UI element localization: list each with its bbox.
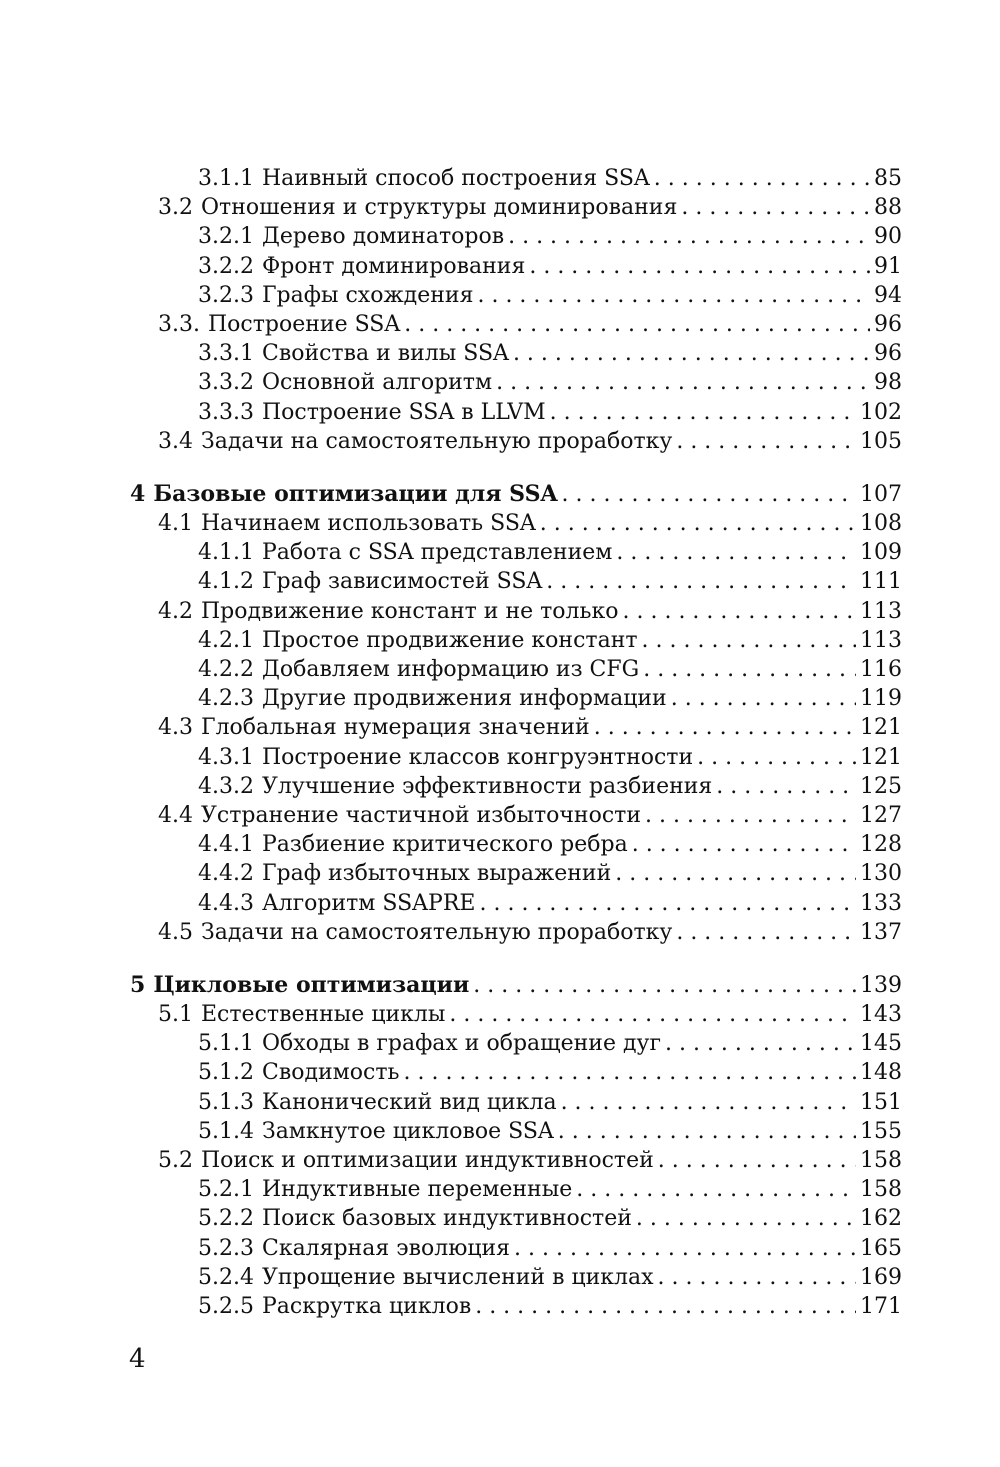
toc-entry-title xyxy=(198,1234,510,1263)
toc-leader-dots xyxy=(473,971,856,1000)
toc-entry-text: Индуктивные переменные xyxy=(261,1177,573,1203)
toc-entry-number: 4.5 xyxy=(158,919,193,945)
toc-entry-title xyxy=(158,427,672,456)
toc-entry-page: 116 xyxy=(860,657,902,682)
toc-entry-number: 3.2 xyxy=(158,195,193,221)
toc-entry-page: 108 xyxy=(860,511,902,537)
toc-entry-number: 3.1.1 xyxy=(198,166,254,191)
toc-entry-number: 3.4 xyxy=(158,428,193,454)
toc-entry-page: 143 xyxy=(860,1002,902,1028)
toc-entry-page: 148 xyxy=(860,1060,902,1086)
toc-leader-dots xyxy=(665,1029,856,1058)
toc-entry-title xyxy=(198,1029,661,1058)
toc-leader-dots xyxy=(562,480,856,509)
toc-subsection-entry xyxy=(0,655,902,684)
toc-entry-number: 4.1.1 xyxy=(198,540,254,566)
toc-leader-dots xyxy=(550,398,856,427)
toc-entry-number: 5.2.1 xyxy=(198,1177,254,1203)
toc-leader-dots xyxy=(558,1117,856,1146)
toc-leader-dots xyxy=(576,1175,856,1204)
toc-entry-title xyxy=(198,1088,557,1117)
toc-entry-number: 4.3.2 xyxy=(198,773,254,799)
toc-entry-number: 3.2.1 xyxy=(198,224,254,250)
toc-entry-title xyxy=(158,509,536,538)
toc-leader-dots xyxy=(561,1088,856,1117)
toc-section-entry xyxy=(0,193,902,222)
toc-entry-number: 5.1 xyxy=(158,1002,193,1028)
toc-leader-dots xyxy=(449,1000,856,1029)
toc-entry-text: Поиск и оптимизации индуктивностей xyxy=(201,1148,654,1173)
toc-entry-title xyxy=(158,310,400,339)
toc-entry-text: Наивный способ построения SSA xyxy=(261,166,650,191)
toc-subsection-entry xyxy=(0,567,902,596)
toc-entry-number: 4.2 xyxy=(158,598,193,624)
toc-entry-title xyxy=(198,772,712,801)
toc-entry-page: 151 xyxy=(860,1089,902,1115)
toc-entry-page: 96 xyxy=(874,311,902,337)
toc-subsection-entry xyxy=(0,1263,902,1292)
toc-subsection-entry xyxy=(0,538,902,567)
toc-entry-number: 4.4 xyxy=(158,802,193,828)
toc-entry-page: 107 xyxy=(860,481,902,507)
toc-entry-page: 137 xyxy=(860,919,902,945)
toc-entry-title xyxy=(198,567,542,596)
toc-entry-number: 3.2.2 xyxy=(198,253,254,279)
toc-entry-title xyxy=(130,480,558,509)
toc-leader-dots xyxy=(681,193,870,222)
toc-entry-text: Построение классов конгруэнтности xyxy=(261,744,694,770)
toc-entry-page: 145 xyxy=(860,1031,902,1057)
toc-entry-text: Цикловые оптимизации xyxy=(153,971,470,998)
toc-chapter-entry xyxy=(0,480,902,509)
toc-entry-text: Задачи на самостоятельную проработку xyxy=(201,919,673,945)
toc-entry-number: 3.3.3 xyxy=(198,399,254,425)
toc-entry-number: 4.1 xyxy=(158,511,193,537)
toc-entry-page: 128 xyxy=(860,832,902,858)
toc-entry-number: 5.1.1 xyxy=(198,1031,254,1057)
toc-entry-text: Дерево доминаторов xyxy=(261,224,505,250)
toc-entry-text: Естественные циклы xyxy=(201,1002,446,1028)
toc-entry-page: 171 xyxy=(860,1293,902,1319)
toc-leader-dots xyxy=(642,626,856,655)
toc-entry-number: 3.3.2 xyxy=(198,370,254,396)
toc-entry-title xyxy=(198,368,492,397)
toc-entry-text: Устранение частичной избыточности xyxy=(201,802,641,828)
toc-entry-title xyxy=(198,281,473,310)
toc-entry-title xyxy=(198,655,639,684)
toc-subsection-entry xyxy=(0,339,902,368)
toc-entry-text: Скалярная эволюция xyxy=(261,1235,511,1261)
toc-subsection-entry xyxy=(0,684,902,713)
toc-entry-title xyxy=(158,1146,654,1175)
toc-leader-dots xyxy=(404,310,870,339)
toc-entry-number: 4.3.1 xyxy=(198,744,254,770)
toc-entry-page: 111 xyxy=(860,569,902,595)
toc-entry-title xyxy=(198,889,476,918)
toc-entry-number: 4.2.1 xyxy=(198,627,254,653)
toc-entry-page: 98 xyxy=(874,370,902,396)
toc-entry-title xyxy=(198,222,504,251)
toc-leader-dots xyxy=(594,713,856,742)
toc-entry-title xyxy=(198,684,667,713)
toc-entry-title xyxy=(198,626,638,655)
toc-entry-title xyxy=(198,398,546,427)
page-number: 4 xyxy=(129,1344,146,1374)
toc-entry-text: Канонический вид цикла xyxy=(261,1089,557,1115)
toc-entry-text: Начинаем использовать SSA xyxy=(201,511,536,537)
toc-chapter-entry xyxy=(0,971,902,1000)
toc-leader-dots xyxy=(480,889,857,918)
toc-leader-dots xyxy=(636,1204,856,1233)
toc-entry-title xyxy=(158,801,641,830)
toc-entry-page: 133 xyxy=(860,890,902,916)
toc-entry-number: 5.2.2 xyxy=(198,1206,254,1232)
toc-entry-text: Построение SSA xyxy=(207,311,401,337)
toc-leader-dots xyxy=(529,252,870,281)
toc-entry-title xyxy=(198,859,611,888)
toc-subsection-entry xyxy=(0,252,902,281)
toc-entry-text: Другие продвижения информации xyxy=(261,686,667,712)
toc-subsection-entry xyxy=(0,1029,902,1058)
toc-entry-page: 127 xyxy=(860,802,902,828)
toc-section-entry xyxy=(0,1146,902,1175)
toc-entry-number: 4.4.1 xyxy=(198,832,254,858)
toc-leader-dots xyxy=(658,1263,856,1292)
toc-entry-page: 102 xyxy=(860,399,902,425)
toc-leader-dots xyxy=(513,339,870,368)
toc-entry-page: 113 xyxy=(860,627,902,653)
toc-subsection-entry xyxy=(0,368,902,397)
toc-leader-dots xyxy=(697,743,856,772)
toc-entry-page: 121 xyxy=(860,744,902,770)
toc-entry-text: Улучшение эффективности разбиения xyxy=(261,773,713,799)
toc-section-entry xyxy=(0,713,902,742)
toc-leader-dots xyxy=(477,281,870,310)
toc-entry-text: Простое продвижение констант xyxy=(261,627,638,653)
toc-entry-page: 121 xyxy=(860,715,902,741)
toc-entry-title xyxy=(130,971,469,1000)
toc-entry-text: Граф избыточных выражений xyxy=(261,861,612,887)
toc-entry-page: 113 xyxy=(860,598,902,624)
toc-subsection-entry xyxy=(0,281,902,310)
toc-entry-title xyxy=(198,1175,572,1204)
toc-subsection-entry xyxy=(0,1234,902,1263)
toc-leader-dots xyxy=(645,801,856,830)
toc-leader-dots xyxy=(632,830,856,859)
toc-entry-page: 125 xyxy=(860,773,902,799)
toc-subsection-entry xyxy=(0,830,902,859)
toc-entry-text: Работа с SSA представлением xyxy=(261,540,613,566)
toc-entry-number: 5 xyxy=(130,971,146,998)
toc-entry-number: 3.2.3 xyxy=(198,282,254,308)
toc-entry-text: Графы схождения xyxy=(261,282,474,308)
toc-entry-text: Поиск базовых индуктивностей xyxy=(261,1206,632,1232)
toc-entry-page: 96 xyxy=(874,341,902,367)
toc-entry-number: 5.2 xyxy=(158,1148,193,1173)
toc-entry-page: 109 xyxy=(860,540,902,566)
toc-subsection-entry xyxy=(0,222,902,251)
toc-entry-text: Задачи на самостоятельную проработку xyxy=(201,428,673,454)
toc-subsection-entry xyxy=(0,626,902,655)
toc-entry-title xyxy=(198,1292,471,1321)
toc-entry-text: Замкнутое цикловое SSA xyxy=(261,1118,554,1144)
toc-subsection-entry xyxy=(0,1117,902,1146)
toc-entry-page: 90 xyxy=(874,224,902,250)
toc-entry-text: Добавляем информацию из CFG xyxy=(261,657,640,682)
toc-leader-dots xyxy=(496,368,870,397)
toc-entry-text: Граф зависимостей SSA xyxy=(261,569,543,595)
toc-section-entry xyxy=(0,310,902,339)
toc-entry-page: 105 xyxy=(860,428,902,454)
toc-section-entry xyxy=(0,597,902,626)
toc-entry-title xyxy=(198,1263,654,1292)
toc-section-entry xyxy=(0,801,902,830)
toc-entry-title xyxy=(158,918,672,947)
toc-entry-title xyxy=(198,538,612,567)
toc-leader-dots xyxy=(546,567,856,596)
toc-subsection-entry xyxy=(0,1292,902,1321)
toc-entry-title xyxy=(158,713,590,742)
toc-entry-text: Упрощение вычислений в циклах xyxy=(261,1264,654,1290)
toc-entry-title xyxy=(198,339,509,368)
toc-leader-dots xyxy=(658,1146,856,1175)
toc-entry-text: Раскрутка циклов xyxy=(261,1293,472,1319)
toc-entry-number: 4.1.2 xyxy=(198,569,254,595)
toc-entry-page: 94 xyxy=(874,282,902,308)
toc-leader-dots xyxy=(676,427,856,456)
toc-entry-page: 91 xyxy=(874,253,902,279)
toc-entry-number: 4.2.2 xyxy=(198,657,254,682)
toc-entry-page: 130 xyxy=(860,861,902,887)
toc-subsection-entry xyxy=(0,1058,902,1087)
toc-entry-page: 119 xyxy=(860,686,902,712)
chapter-spacer xyxy=(0,456,1000,480)
toc-entry-text: Фронт доминирования xyxy=(261,253,526,279)
toc-leader-dots xyxy=(403,1058,856,1087)
toc-entry-page: 85 xyxy=(874,166,902,191)
table-of-contents xyxy=(0,164,1000,1321)
toc-entry-page: 158 xyxy=(860,1148,902,1173)
toc-entry-title xyxy=(198,164,650,193)
toc-leader-dots xyxy=(716,772,856,801)
toc-entry-number: 4.2.3 xyxy=(198,686,254,712)
toc-entry-page: 169 xyxy=(860,1264,902,1290)
toc-subsection-entry xyxy=(0,164,902,193)
toc-subsection-entry xyxy=(0,859,902,888)
toc-entry-page: 88 xyxy=(874,195,902,221)
toc-entry-title xyxy=(198,1204,632,1233)
toc-entry-text: Алгоритм SSAPRE xyxy=(261,890,476,916)
toc-subsection-entry xyxy=(0,1088,902,1117)
toc-entry-number: 4.3 xyxy=(158,715,193,741)
toc-entry-page: 139 xyxy=(860,972,902,998)
toc-subsection-entry xyxy=(0,1204,902,1233)
toc-section-entry xyxy=(0,1000,902,1029)
toc-entry-title xyxy=(198,1117,554,1146)
toc-leader-dots xyxy=(508,222,870,251)
toc-leader-dots xyxy=(616,538,856,567)
toc-entry-title xyxy=(198,743,693,772)
toc-subsection-entry xyxy=(0,743,902,772)
toc-entry-text: Свойства и вилы SSA xyxy=(261,341,509,367)
toc-entry-number: 5.2.4 xyxy=(198,1264,254,1290)
toc-leader-dots xyxy=(475,1292,856,1321)
toc-entry-text: Основной алгоритм xyxy=(261,370,493,396)
toc-entry-number: 3.3. xyxy=(158,311,200,337)
toc-entry-number: 4.4.3 xyxy=(198,890,254,916)
toc-section-entry xyxy=(0,918,902,947)
toc-leader-dots xyxy=(654,164,870,193)
toc-entry-text: Глобальная нумерация значений xyxy=(201,715,590,741)
toc-subsection-entry xyxy=(0,772,902,801)
toc-entry-title xyxy=(198,252,525,281)
toc-entry-text: Базовые оптимизации для SSA xyxy=(153,480,558,507)
toc-entry-number: 5.1.2 xyxy=(198,1060,254,1086)
toc-entry-page: 162 xyxy=(860,1206,902,1232)
toc-entry-text: Продвижение констант и не только xyxy=(201,598,619,624)
toc-leader-dots xyxy=(676,918,856,947)
toc-entry-text: Отношения и структуры доминирования xyxy=(201,195,678,221)
toc-subsection-entry xyxy=(0,1175,902,1204)
toc-entry-number: 4 xyxy=(130,480,146,507)
toc-section-entry xyxy=(0,509,902,538)
toc-entry-number: 5.2.5 xyxy=(198,1293,254,1319)
toc-entry-title xyxy=(158,193,677,222)
toc-entry-title xyxy=(198,830,628,859)
chapter-spacer xyxy=(0,947,1000,971)
toc-entry-page: 155 xyxy=(860,1118,902,1144)
toc-entry-number: 5.1.4 xyxy=(198,1118,254,1144)
toc-entry-text: Разбиение критического ребра xyxy=(261,832,628,858)
toc-leader-dots xyxy=(540,509,856,538)
toc-leader-dots xyxy=(514,1234,856,1263)
toc-entry-page: 158 xyxy=(860,1177,902,1203)
toc-leader-dots xyxy=(671,684,856,713)
toc-section-entry xyxy=(0,427,902,456)
toc-entry-number: 5.2.3 xyxy=(198,1235,254,1261)
toc-leader-dots xyxy=(643,655,856,684)
toc-entry-text: Сводимость xyxy=(261,1060,400,1086)
toc-entry-number: 4.4.2 xyxy=(198,861,254,887)
toc-entry-title xyxy=(198,1058,399,1087)
toc-entry-number: 3.3.1 xyxy=(198,341,254,367)
toc-subsection-entry xyxy=(0,889,902,918)
toc-entry-title xyxy=(158,597,619,626)
toc-entry-page: 165 xyxy=(860,1235,902,1261)
toc-entry-number: 5.1.3 xyxy=(198,1089,254,1115)
toc-leader-dots xyxy=(615,859,856,888)
toc-entry-text: Обходы в графах и обращение дуг xyxy=(261,1031,661,1057)
toc-leader-dots xyxy=(623,597,857,626)
toc-subsection-entry xyxy=(0,398,902,427)
toc-entry-title xyxy=(158,1000,445,1029)
toc-entry-text: Построение SSA в LLVM xyxy=(261,399,546,425)
